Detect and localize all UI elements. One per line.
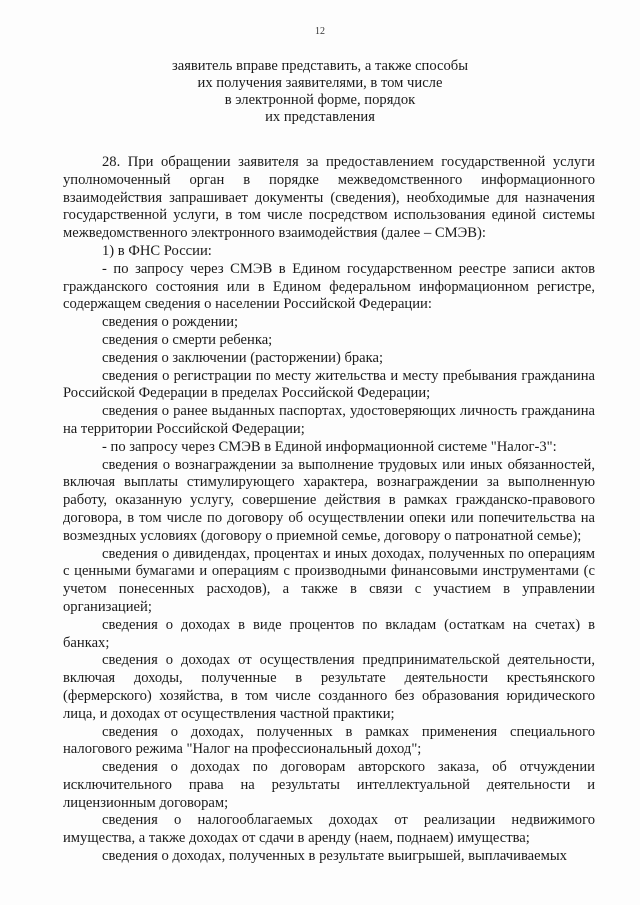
heading-line: их представления xyxy=(265,109,375,125)
page-number: 12 xyxy=(315,26,325,37)
list-item: сведения о доходах в виде процентов по вкладам (остаткам на счетах) в банках; xyxy=(63,616,595,651)
document-body xyxy=(63,154,595,866)
list-item: сведения о доходах, полученных в рамках применения специального налогового режима "Налог на профессиональный доход"; xyxy=(63,723,595,758)
list-item: сведения о доходах по договорам авторского заказа, об отчуждении исключительного права на результаты интеллектуальной деятельности и лицензионным договорам; xyxy=(63,759,595,811)
list-item: сведения о доходах от осуществления предпринимательской деятельности, включая доходы, полученные в результате деятельности крестьянского (фермерского) хозяйства, в том числе созданного без образования юридического лица, и доходах от осуществления частной практики; xyxy=(63,652,595,722)
heading-line: заявитель вправе представить, а также способы xyxy=(171,58,469,74)
list-item: сведения о ранее выданных паспортах, удостоверяющих личность гражданина на территории Российской Федерации; xyxy=(63,403,595,437)
heading-line: в электронной форме, порядок xyxy=(224,92,416,108)
list-item: сведения о смерти ребенка; xyxy=(102,331,273,348)
list-item: сведения о рождении; xyxy=(102,314,239,331)
paragraph-28-intro: 28. При обращении заявителя за предоставлением государственной услуги уполномоченный орган в порядке межведомственного информационного взаимодействия запрашивает документы (сведения), необходимые для назначения государственной услуги, в том числе посредством использования единой системы межведомственного электронного взаимодействия (далее – СМЭВ): xyxy=(63,154,595,242)
list-item: сведения о доходах, полученных в результате выигрышей, выплачиваемых xyxy=(102,848,567,865)
paragraph-registry-request: - по запросу через СМЭВ в Едином государственном реестре записи актов гражданского состояния или в Едином федеральном информационном регистре, содержащем сведения о населении Российской Федерации: xyxy=(63,260,595,313)
list-item: сведения о вознаграждении за выполнение трудовых или иных обязанностей, включая выплаты стимулирующего характера, вознаграждении за выполненную работу, оказанную услугу, совершение действия в рамках гражданско-правового договора, в том числе по договору об осуществлении опеки или попечительства на возмездных условиях (договору о приемной семье, договору о патронатной семье); xyxy=(63,456,595,544)
section-heading xyxy=(0,58,640,126)
paragraph-nalog3-request: - по запросу через СМЭВ в Единой информационной системе "Налог-3": xyxy=(102,438,557,455)
list-item: сведения о заключении (расторжении) брака; xyxy=(102,349,384,366)
list-item: сведения о налогооблагаемых доходах от реализации недвижимого имущества, а также доходах от сдачи в аренду (наем, поднаем) имущества; xyxy=(63,812,595,847)
paragraph-fns: 1) в ФНС России: xyxy=(102,242,212,259)
list-item: сведения о регистрации по месту жительства и месту пребывания гражданина Российской Федерации в пределах Российской Федерации; xyxy=(63,367,595,402)
list-item: сведения о дивидендах, процентах и иных доходах, полученных по операциям с ценными бумагами и операциям с производными финансовыми инструментами (с учетом понесенных расходов), а также в связи с участием в управлении организацией; xyxy=(63,545,595,615)
heading-line: их получения заявителями, в том числе xyxy=(197,75,443,91)
